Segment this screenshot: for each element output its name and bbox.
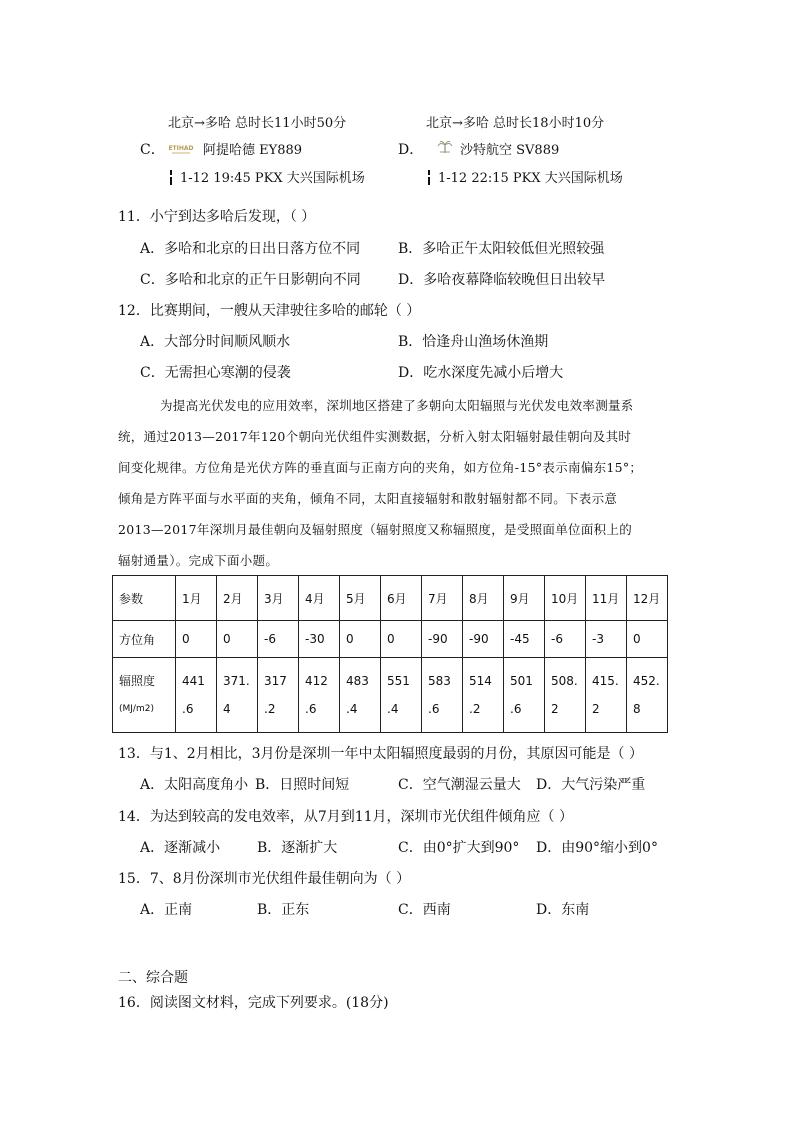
irradiance-cell [381,658,422,733]
header-cell-month: 10月 [545,576,586,621]
q11-option-a: A．多哈和北京的日出日落方位不同 [140,241,361,257]
etihad-logo-text: ETIHAD [168,144,194,152]
irradiance-bottom: .4 [346,702,358,716]
q13-option-b: B．日照时间短 [255,777,350,793]
passage-line-1: 为提高光伏发电的应用效率，深圳地区搭建了多朝向太阳辐照与光伏发电效率测量系 [160,398,634,413]
irradiance-top: 415. [592,674,619,688]
q12-option-c: C．无需担心寒潮的侵袭 [140,365,291,381]
q12-stem: 12．比赛期间，一艘从天津驶往多哈的邮轮（ ） [118,303,421,319]
passage-line-6: 辐射通量）。完成下面小题。 [118,553,279,568]
header-cell-month: 6月 [381,576,422,621]
irradiance-cell [504,658,545,733]
irradiance-top: 583 [428,674,451,688]
table-row-irradiance [113,658,668,733]
irradiance-bottom: 2 [592,702,600,716]
irradiance-top: 441 [182,674,205,688]
azimuth-cell: 0 [340,621,381,658]
header-cell-month: 7月 [422,576,463,621]
header-cell-month: 5月 [340,576,381,621]
option-c-label: C． [140,142,165,158]
flight-d-airline: 沙特航空 SV889 [460,143,560,158]
option-d-label: D． [398,142,424,158]
azimuth-cell: -6 [258,621,299,658]
irradiance-bottom: 8 [633,702,641,716]
irradiance-cell [217,658,258,733]
flight-d-schedule: 1-12 22:15 PKX 大兴国际机场 [438,171,623,186]
irradiance-top: 317 [264,674,287,688]
irradiance-cell [545,658,586,733]
q15-stem: 15．7、8月份深圳市光伏组件最佳朝向为（ ） [118,871,411,887]
azimuth-cell: 0 [627,621,668,658]
q11-option-d: D．多哈夜幕降临较晚但日出较早 [398,272,606,288]
azimuth-cell: -6 [545,621,586,658]
irradiance-top: 452. [633,674,660,688]
irradiance-cell [422,658,463,733]
irradiance-cell [299,658,340,733]
q13-option-d: D．大气污染严重 [536,777,646,793]
irradiance-top: 551 [387,674,410,688]
irradiance-cell [258,658,299,733]
q11-option-c: C．多哈和北京的正午日影朝向不同 [140,272,361,288]
etihad-logo-icon [168,142,194,156]
passage-line-4: 倾角是方阵平面与水平面的夹角，倾角不同，太阳直接辐射和散射辐射都不同。下表示意 [118,491,618,506]
header-cell-month: 2月 [217,576,258,621]
irradiance-bottom: 4 [223,702,231,716]
flight-d-route: 北京→多哈 总时长18小时10分 [426,116,605,131]
q14-stem: 14．为达到较高的发电效率，从7月到11月，深圳市光伏组件倾角应（ ） [118,809,573,825]
azimuth-cell: -3 [586,621,627,658]
azimuth-cell: -30 [299,621,340,658]
irradiance-bottom: .6 [182,702,194,716]
header-cell-month: 1月 [176,576,217,621]
passage-line-2: 统，通过2013—2017年120个朝向光伏组件实测数据，分析入射太阳辐射最佳朝向及其时 [118,429,632,444]
irradiance-top: 483 [346,674,369,688]
q14-option-d: D．由90°缩小到0° [536,840,658,856]
flight-c-schedule: 1-12 19:45 PKX 大兴国际机场 [180,171,365,186]
flight-c-marker [170,167,174,186]
irradiance-top: 514 [469,674,492,688]
q12-option-a: A．大部分时间顺风顺水 [140,334,291,350]
irradiance-bottom: 2 [551,702,559,716]
q15-option-b: B．正东 [257,902,310,918]
irradiance-bottom: .4 [387,702,399,716]
irradiance-bottom: .6 [305,702,317,716]
irradiance-top: 412 [305,674,328,688]
q12-option-b: B．恰逢舟山渔场休渔期 [398,334,549,350]
azimuth-cell: -90 [463,621,504,658]
q15-option-d: D．东南 [536,902,590,918]
header-cell-month: 4月 [299,576,340,621]
table-row-azimuth [113,621,668,658]
q11-option-b: B．多哈正午太阳较低但光照较强 [398,241,605,257]
q14-option-c: C．由0°扩大到90° [398,840,520,856]
azimuth-cell: -90 [422,621,463,658]
table-header-row [113,576,668,621]
azimuth-label: 方位角 [113,621,176,658]
azimuth-cell: -45 [504,621,545,658]
header-cell-month: 3月 [258,576,299,621]
header-cell-month: 8月 [463,576,504,621]
section-title: 二、综合题 [118,970,188,986]
q14-option-a: A．逐渐减小 [140,840,221,856]
irradiance-bottom: .6 [428,702,440,716]
irradiance-label: 辐照度 [119,674,156,688]
orientation-irradiance-table [112,575,668,733]
irradiance-cell [627,658,668,733]
irradiance-bottom: .2 [264,702,276,716]
passage-line-5: 2013—2017年深圳月最佳朝向及辐射照度（辐射照度又称辐照度，是受照面单位面积上的 [118,522,633,537]
etihad-logo [168,138,194,157]
q16-stem: 16．阅读图文材料，完成下列要求。(18分) [118,995,389,1011]
header-cell-month: 9月 [504,576,545,621]
azimuth-cell: 0 [381,621,422,658]
q13-option-a: A．太阳高度角小 [140,777,249,793]
passage-line-3: 间变化规律。方位角是光伏方阵的垂直面与正南方向的夹角，如方位角-15°表示南偏东15°； [118,460,643,475]
flight-c-airline: 阿提哈德 EY889 [203,143,303,158]
irradiance-cell [586,658,627,733]
q13-stem: 13．与1、2月相比，3月份是深圳一年中太阳辐照度最弱的月份，其原因可能是（ ） [118,746,643,762]
q14-option-b: B．逐渐扩大 [257,840,338,856]
irradiance-cell [463,658,504,733]
header-cell-month: 12月 [627,576,668,621]
flight-c-route: 北京→多哈 总时长11小时50分 [168,116,347,131]
irradiance-top: 371. [223,674,250,688]
irradiance-bottom: .6 [510,702,522,716]
q11-stem: 11．小宁到达多哈后发现，（ ） [118,209,316,225]
q12-option-d: D．吃水深度先减小后增大 [398,365,564,381]
saudia-palm-icon [436,138,454,156]
irradiance-cell [176,658,217,733]
irradiance-top: 501 [510,674,533,688]
q13-option-c: C．空气潮湿云量大 [398,777,521,793]
azimuth-cell: 0 [217,621,258,658]
azimuth-cell: 0 [176,621,217,658]
irradiance-top: 508. [551,674,578,688]
irradiance-label-cell [113,658,176,733]
flight-d-marker [428,167,432,186]
irradiance-unit: (MJ/m2) [119,704,154,714]
saudia-logo [436,136,454,156]
q15-option-a: A．正南 [140,902,193,918]
irradiance-bottom: .2 [469,702,481,716]
irradiance-cell [340,658,381,733]
header-cell-month: 11月 [586,576,627,621]
header-cell-param: 参数 [113,576,176,621]
q15-option-c: C．西南 [398,902,451,918]
